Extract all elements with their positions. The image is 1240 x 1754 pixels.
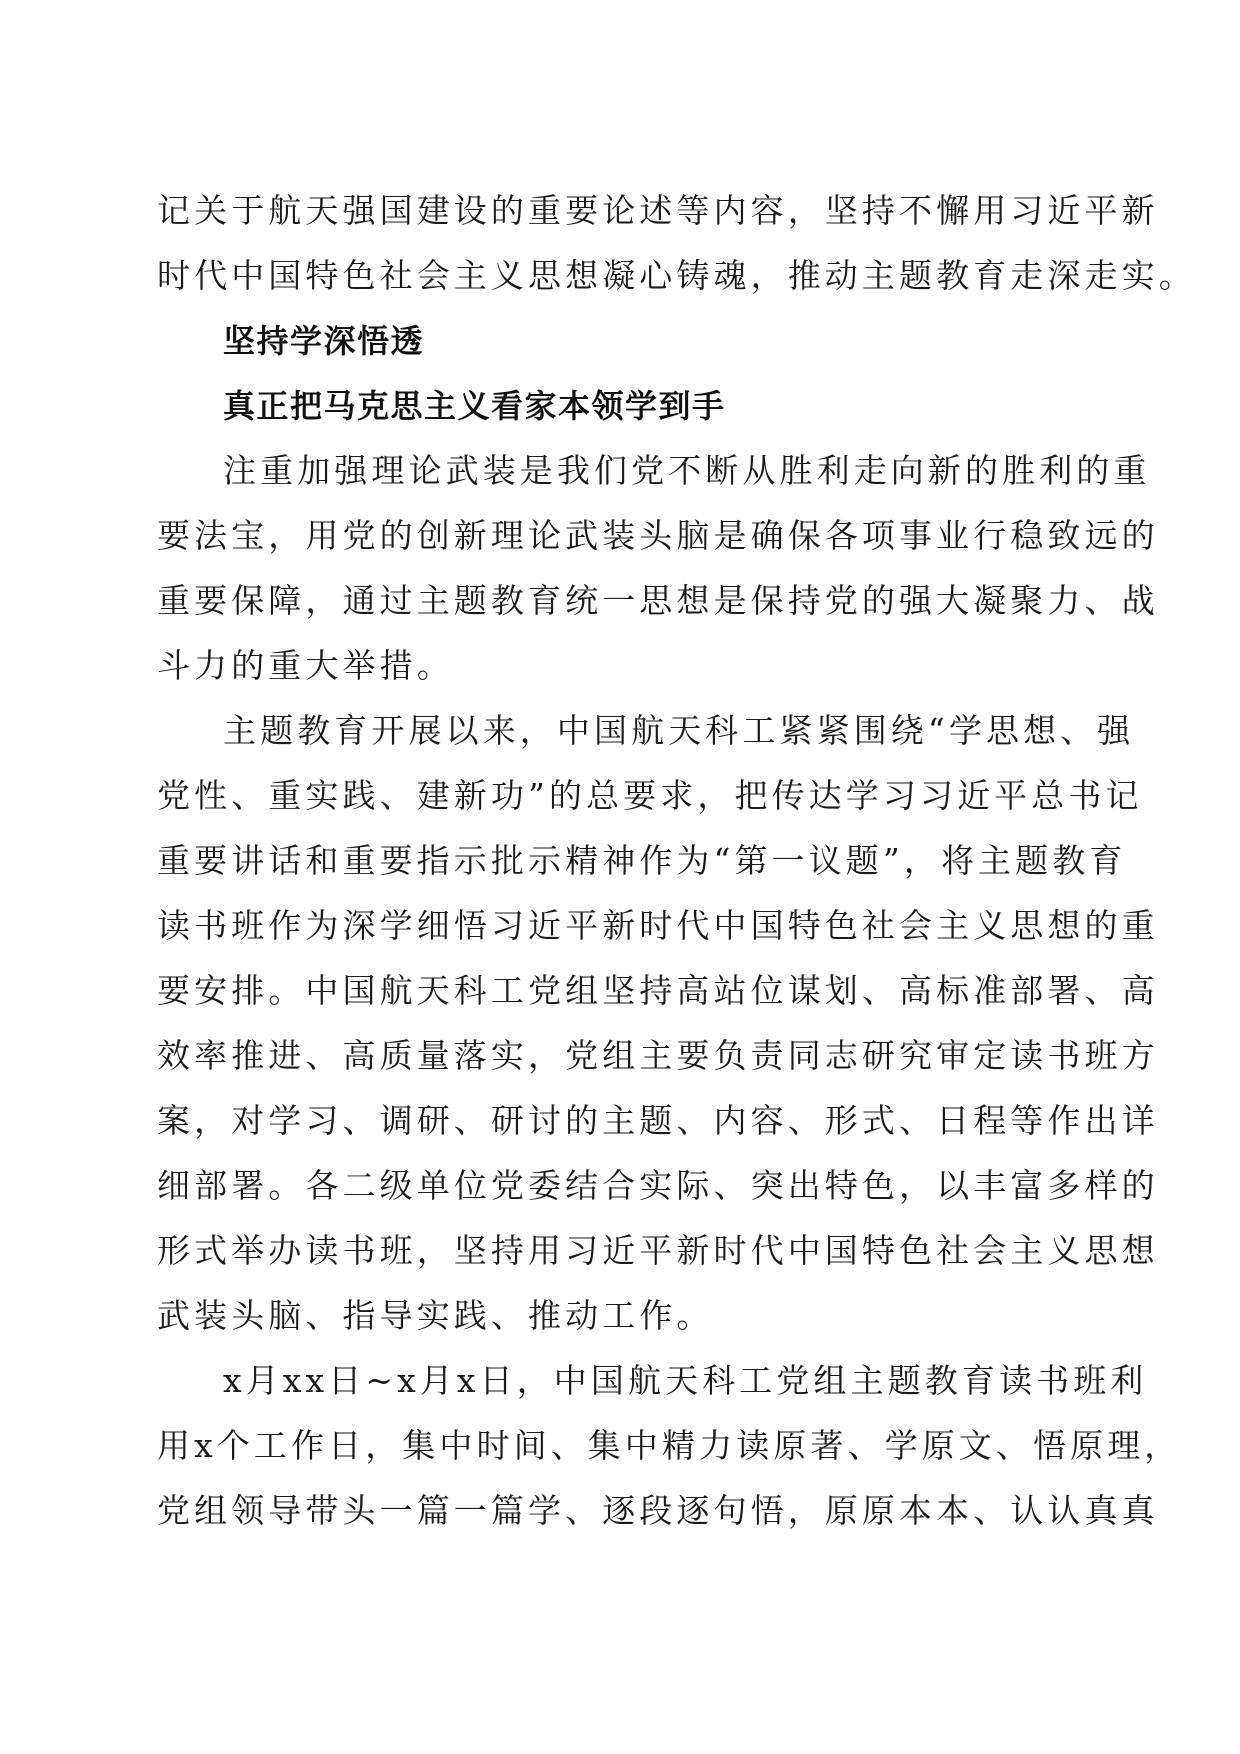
- paragraph-line: 要安排。中国航天科工党组坚持高站位谋划、高标准部署、高: [157, 971, 1159, 1010]
- paragraph-line: 细部署。各二级单位党委结合实际、突出特色，以丰富多样的: [157, 1166, 1159, 1205]
- paragraph-line: 案，对学习、调研、研讨的主题、内容、形式、日程等作出详: [157, 1101, 1159, 1140]
- section-heading: 坚持学深悟透: [223, 322, 425, 360]
- paragraph-line: 时代中国特色社会主义思想凝心铸魂，推动主题教育走深走实。: [157, 256, 1196, 295]
- paragraph-line: 效率推进、高质量落实，党组主要负责同志研究审定读书班方: [157, 1036, 1159, 1075]
- paragraph-line: 记关于航天强国建设的重要论述等内容，坚持不懈用习近平新: [157, 191, 1159, 230]
- paragraph-line: 党性、重实践、建新功”的总要求，把传达学习习近平总书记: [157, 776, 1143, 815]
- paragraph-line: 读书班作为深学细悟习近平新时代中国特色社会主义思想的重: [157, 906, 1159, 945]
- paragraph-line: 形式举办读书班，坚持用习近平新时代中国特色社会主义思想: [157, 1231, 1159, 1270]
- paragraph-line: 重要讲话和重要指示批示精神作为“第一议题”，将主题教育: [157, 841, 1127, 880]
- paragraph-line: 注重加强理论武装是我们党不断从胜利走向新的胜利的重: [223, 451, 1151, 490]
- paragraph-line: 重要保障，通过主题教育统一思想是保持党的强大凝聚力、战: [157, 581, 1159, 620]
- paragraph-line: 主题教育开展以来，中国航天科工紧紧围绕“学思想、强: [223, 711, 1135, 750]
- paragraph-line: 武装头脑、指导实践、推动工作。: [157, 1296, 714, 1335]
- paragraph-line: x月xx日~x月x日，中国航天科工党组主题教育读书班利: [223, 1361, 1148, 1400]
- section-heading: 真正把马克思主义看家本领学到手: [223, 387, 726, 425]
- document-body: [157, 188, 1196, 1553]
- paragraph-line: 党组领导带头一篇一篇学、逐段逐句悟，原原本本、认认真真: [157, 1491, 1159, 1530]
- paragraph-line: 用x个工作日，集中时间、集中精力读原著、学原文、悟原理，: [157, 1426, 1182, 1465]
- paragraph-line: 要法宝，用党的创新理论武装头脑是确保各项事业行稳致远的: [157, 516, 1159, 555]
- paragraph-line: 斗力的重大举措。: [157, 646, 454, 685]
